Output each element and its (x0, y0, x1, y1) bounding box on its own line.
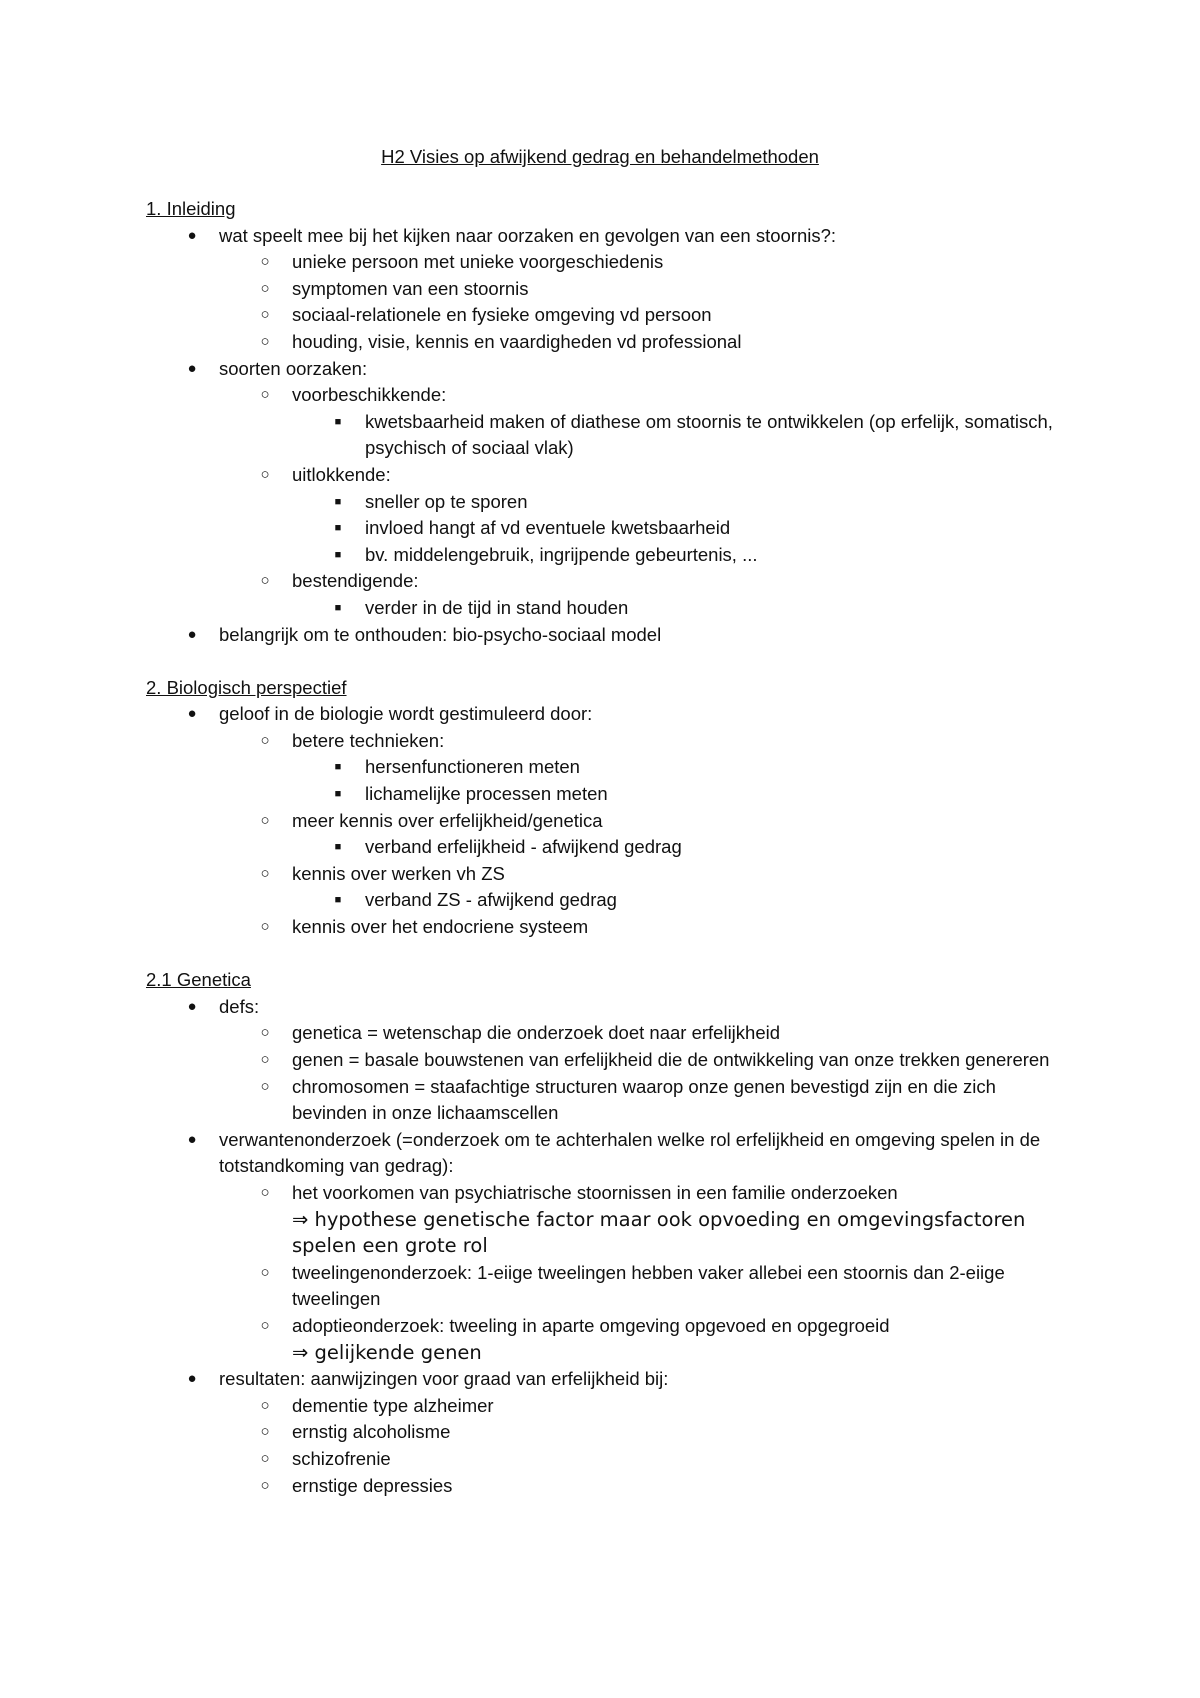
section-heading-inleiding: 1. Inleiding (146, 198, 236, 219)
hollow-bullet-icon: ○ (260, 864, 270, 882)
square-bullet-icon: ■ (334, 495, 342, 508)
sub-sub-list (292, 489, 1066, 569)
list-item: ■ sneller op te sporen (292, 489, 1066, 516)
arrow-note: ⇒ hypothese genetische factor maar ook opvoeding en omgevingsfactoren spelen een grote rol (292, 1207, 1026, 1258)
square-bullet-icon: ■ (334, 894, 342, 907)
list-item: ○ uitlokkende: ■ sneller op te sporen ■ invloed hangt af vd eventuele kwetsbaarheid ■ bv. middelengebruik, ingrijpende gebeurtenis, ... (219, 462, 1066, 568)
hollow-bullet-icon: ○ (260, 1077, 270, 1095)
filled-bullet-icon: ● (187, 625, 197, 643)
sub-sub-list (292, 834, 1066, 861)
hollow-bullet-icon: ○ (260, 1476, 270, 1494)
square-bullet-icon: ■ (334, 841, 342, 854)
arrow-note: ⇒ gelijkende genen (292, 1340, 482, 1364)
list-item: ■ verband ZS - afwijkend gedrag (292, 887, 1066, 914)
hollow-bullet-icon: ○ (260, 1051, 270, 1068)
square-bullet-icon: ■ (334, 761, 342, 774)
list-item: ■ bv. middelengebruik, ingrijpende gebeurtenis, ... (292, 542, 1066, 569)
sub-list (219, 728, 1066, 941)
list-item: ○ betere technieken: ■ hersenfunctioneren meten ■ lichamelijke processen meten (219, 728, 1066, 808)
filled-bullet-icon: ● (187, 1370, 197, 1388)
list-item: ● belangrijk om te onthouden: bio-psycho-sociaal model (146, 622, 1066, 649)
list-item: ○ tweelingenonderzoek: 1-eiige tweelingen hebben vaker allebei een stoornis dan 2-eiige tweelingen (219, 1260, 1066, 1313)
list-item: ■ invloed hangt af vd eventuele kwetsbaarheid (292, 515, 1066, 542)
list-item: ● wat speelt mee bij het kijken naar oorzaken en gevolgen van een stoornis?: ○ unieke persoon met unieke voorgeschiedenis ○ symptomen van een stoornis ○ sociaal-relationele en fysieke omgeving vd persoon ○ houding, visie, kennis en vaardigheden vd professional (146, 223, 1066, 356)
hollow-bullet-icon: ○ (260, 1316, 270, 1334)
list-item: ■ verder in de tijd in stand houden (292, 595, 1066, 622)
square-bullet-icon: ■ (334, 522, 342, 535)
list-item: ■ lichamelijke processen meten (292, 781, 1066, 808)
hollow-bullet-icon: ○ (260, 253, 270, 271)
list-item: ● resultaten: aanwijzingen voor graad van erfelijkheid bij: ○ dementie type alzheimer ○ ernstig alcoholisme ○ schizofrenie ○ ernstige depressies (146, 1366, 1066, 1499)
hollow-bullet-icon: ○ (260, 1024, 270, 1042)
list-item: ■ kwetsbaarheid maken of diathese om stoornis te ontwikkelen (op erfelijk, somatisch, psychisch of sociaal vlak) (292, 409, 1066, 462)
list-item: ○ genetica = wetenschap die onderzoek doet naar erfelijkheid (219, 1020, 1066, 1047)
square-bullet-icon: ■ (334, 548, 342, 561)
hollow-bullet-icon: ○ (260, 386, 270, 404)
list-item: ○ het voorkomen van psychiatrische stoornissen in een familie onderzoeken ⇒ hypothese genetische factor maar ook opvoeding en omgevingsfactoren spelen een grote rol (219, 1180, 1066, 1260)
document-title: H2 Visies op afwijkend gedrag en behandelmethoden (381, 146, 819, 167)
list-item: ○ genen = basale bouwstenen van erfelijkheid die de ontwikkeling van onze trekken genereren (219, 1047, 1066, 1074)
list-item: ○ unieke persoon met unieke voorgeschiedenis (219, 249, 1066, 276)
list-item: ■ hersenfunctioneren meten (292, 754, 1066, 781)
square-bullet-icon: ■ (334, 788, 342, 801)
filled-bullet-icon: ● (187, 997, 197, 1015)
hollow-bullet-icon: ○ (260, 811, 270, 829)
hollow-bullet-icon: ○ (260, 918, 270, 936)
list-item: ○ ernstige depressies (219, 1473, 1066, 1500)
filled-bullet-icon: ● (187, 359, 197, 377)
hollow-bullet-icon: ○ (260, 1183, 270, 1201)
square-bullet-icon: ■ (334, 415, 342, 428)
sub-sub-list (292, 754, 1066, 807)
list-item: ○ dementie type alzheimer (219, 1393, 1066, 1420)
sub-list (219, 1180, 1066, 1366)
filled-bullet-icon: ● (187, 226, 197, 244)
list-item: ○ chromosomen = staafachtige structuren waarop onze genen bevestigd zijn en die zich bevinden in onze lichaamscellen (219, 1074, 1066, 1127)
hollow-bullet-icon: ○ (260, 332, 270, 350)
list-item: ○ voorbeschikkende: ■ kwetsbaarheid maken of diathese om stoornis te ontwikkelen (op erfelijk, somatisch, psychisch of sociaal vlak) (219, 382, 1066, 462)
bullet-list (146, 223, 1066, 649)
filled-bullet-icon: ● (187, 705, 197, 723)
document-body (146, 196, 1066, 1499)
list-item: ○ ernstig alcoholisme (219, 1419, 1066, 1446)
square-bullet-icon: ■ (334, 601, 342, 614)
filled-bullet-icon: ● (187, 1130, 197, 1148)
section-heading-genetica: 2.1 Genetica (146, 969, 251, 991)
sub-sub-list (292, 409, 1066, 462)
hollow-bullet-icon: ○ (260, 1423, 270, 1441)
sub-list (219, 1393, 1066, 1499)
section-heading-biologisch-perspectief: 2. Biologisch perspectief (146, 676, 347, 698)
list-item: ○ houding, visie, kennis en vaardigheden vd professional (219, 329, 1066, 356)
list-item: ● geloof in de biologie wordt gestimuleerd door: ○ betere technieken: ■ hersenfunctioneren meten ■ lichamelijke processen meten ○ meer kennis over erfelijkheid/genetica ■ verband erfelijkheid - afwijkend gedrag ○ kennis over werken vh ZS ■ verband ZS - afwijkend gedrag ○ kennis over het endocriene systeem (146, 701, 1066, 940)
list-item: ● defs: ○ genetica = wetenschap die onderzoek doet naar erfelijkheid ○ genen = basale bouwstenen van erfelijkheid die de ontwikkeling van onze trekken genereren ○ chromosomen = staafachtige structuren waarop onze genen bevestigd zijn en die zich bevinden in onze lichaamscellen (146, 994, 1066, 1127)
sub-sub-list (292, 595, 1066, 622)
hollow-bullet-icon: ○ (260, 1396, 270, 1414)
hollow-bullet-icon: ○ (260, 1263, 270, 1281)
list-item: ● verwantenonderzoek (=onderzoek om te achterhalen welke rol erfelijkheid en omgeving spelen in de totstandkoming van gedrag): ○ het voorkomen van psychiatrische stoornissen in een familie onderzoeken ⇒ hypothese genetische factor maar ook opvoeding en omgevingsfactoren spelen een grote rol ○ tweelingenonderzoek: 1-eiige tweelingen hebben vaker allebei een stoornis dan 2-eiige tweelingen ○ adoptieonderzoek: tweeling in aparte omgeving opgevoed en opgegroeid ⇒ gelijkende genen (146, 1127, 1066, 1366)
sub-list (219, 382, 1066, 621)
list-item: ○ bestendigende: ■ verder in de tijd in stand houden (219, 568, 1066, 621)
list-item: ■ verband erfelijkheid - afwijkend gedrag (292, 834, 1066, 861)
hollow-bullet-icon: ○ (260, 1449, 270, 1467)
list-item: ○ kennis over werken vh ZS ■ verband ZS - afwijkend gedrag (219, 861, 1066, 914)
sub-sub-list (292, 887, 1066, 914)
hollow-bullet-icon: ○ (260, 279, 270, 297)
hollow-bullet-icon: ○ (260, 731, 270, 749)
list-item: ○ schizofrenie (219, 1446, 1066, 1473)
list-item: ● soorten oorzaken: ○ voorbeschikkende: ■ kwetsbaarheid maken of diathese om stoornis te ontwikkelen (op erfelijk, somatisch, psychisch of sociaal vlak) ○ uitlokkende: ■ sneller op te sporen ■ invloed hangt af vd eventuele kwetsbaarheid ■ bv. middelengebruik, ingrijpende gebeurtenis, ... ○ bestendigende: ■ verder in de tijd in stand houden (146, 356, 1066, 622)
hollow-bullet-icon: ○ (260, 572, 270, 590)
sub-list (219, 1020, 1066, 1126)
bullet-list (146, 701, 1066, 940)
list-item: ○ kennis over het endocriene systeem (219, 914, 1066, 941)
list-item: ○ meer kennis over erfelijkheid/genetica ■ verband erfelijkheid - afwijkend gedrag (219, 808, 1066, 861)
hollow-bullet-icon: ○ (260, 306, 270, 324)
list-item: ○ adoptieonderzoek: tweeling in aparte omgeving opgevoed en opgegroeid ⇒ gelijkende genen (219, 1313, 1066, 1366)
sub-list (219, 249, 1066, 355)
list-item: ○ symptomen van een stoornis (219, 276, 1066, 303)
hollow-bullet-icon: ○ (260, 465, 270, 483)
list-item: ○ sociaal-relationele en fysieke omgeving vd persoon (219, 302, 1066, 329)
bullet-list (146, 994, 1066, 1499)
